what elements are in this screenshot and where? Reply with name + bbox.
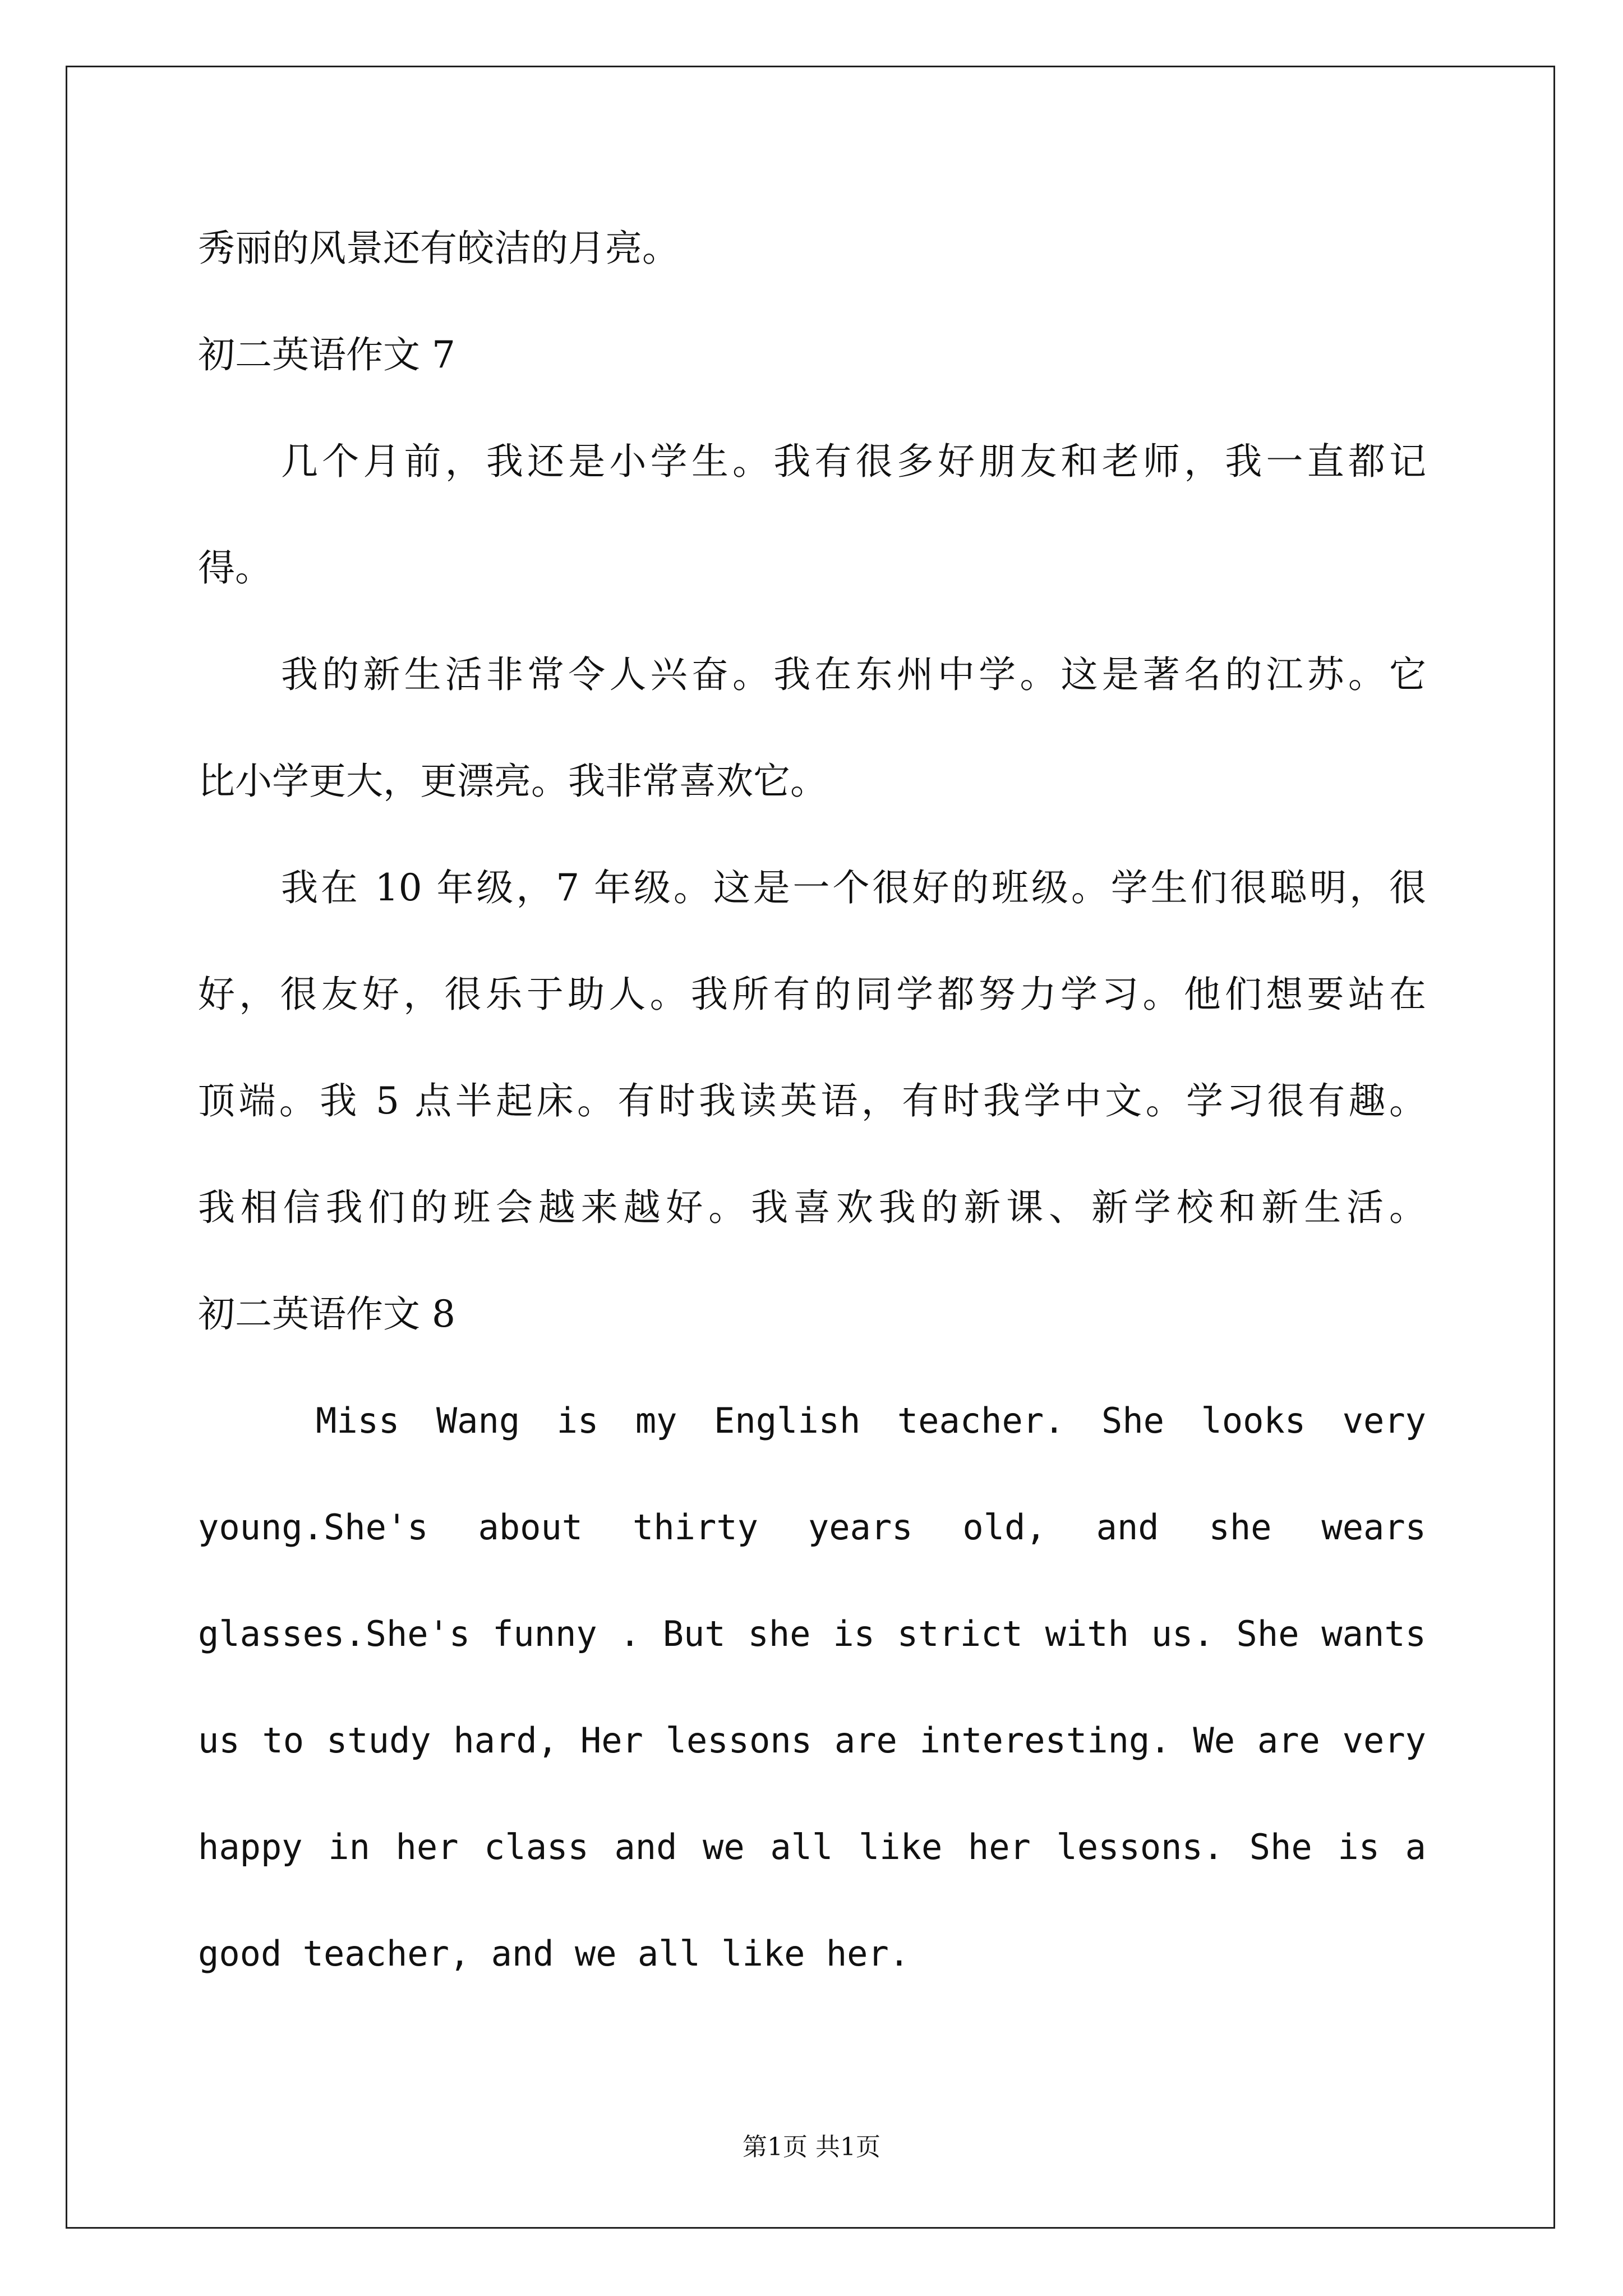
paragraph-line: 比小学更大，更漂亮。我非常喜欢它。 xyxy=(198,760,827,803)
paragraph-line: glasses.She's funny . But she is strict with us. She wants xyxy=(198,1613,1426,1654)
paragraph-line: 我的新生活非常令人兴奋。我在东州中学。这是著名的江苏。它 xyxy=(281,653,1426,696)
paragraph-line: 得。 xyxy=(198,546,272,590)
section-heading: 初二英语作文 7 xyxy=(198,333,455,376)
paragraph-line: 几个月前，我还是小学生。我有很多好朋友和老师，我一直都记 xyxy=(281,440,1426,483)
paragraph-line: happy in her class and we all like her lessons. She is a xyxy=(198,1826,1426,1867)
paragraph-line: Miss Wang is my English teacher. She looks very xyxy=(316,1400,1426,1441)
page-border xyxy=(66,66,1555,2229)
paragraph-line: 顶端。我 5 点半起床。有时我读英语，有时我学中文。学习很有趣。 xyxy=(198,1079,1426,1122)
paragraph-line: 我在 10 年级，7 年级。这是一个很好的班级。学生们很聪明，很 xyxy=(281,866,1426,909)
paragraph-line: 秀丽的风景还有皎洁的月亮。 xyxy=(198,227,679,270)
paragraph-line: 好，很友好，很乐于助人。我所有的同学都努力学习。他们想要站在 xyxy=(198,973,1426,1016)
page-footer: 第1页 共1页 xyxy=(743,2133,880,2161)
paragraph-line: young.She's about thirty years old, and she wears xyxy=(198,1507,1426,1548)
paragraph-line: us to study hard, Her lessons are interesting. We are very xyxy=(198,1720,1426,1761)
paragraph-line: 我相信我们的班会越来越好。我喜欢我的新课、新学校和新生活。 xyxy=(198,1186,1426,1229)
paragraph-line: good teacher, and we all like her. xyxy=(198,1933,910,1974)
section-heading: 初二英语作文 8 xyxy=(198,1292,455,1336)
